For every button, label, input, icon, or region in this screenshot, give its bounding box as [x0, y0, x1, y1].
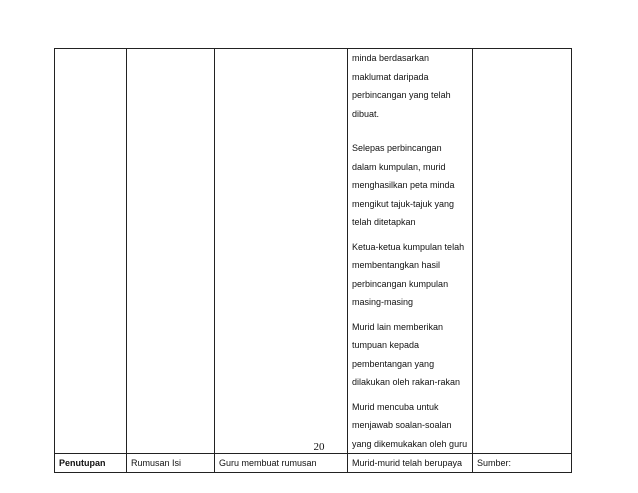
activity-paragraph: Selepas perbincangan dalam kumpulan, murid menghasilkan peta minda mengikut tajuk-tajuk yang telah ditetapkan [352, 143, 455, 227]
stage-cell: Penutupan [55, 454, 127, 473]
table-row [55, 49, 572, 454]
student-activity-cell [348, 49, 473, 454]
lesson-plan-table [54, 48, 572, 473]
teacher-activity-cell [215, 49, 348, 454]
content-cell: Rumusan Isi [127, 454, 215, 473]
stage-cell [55, 49, 127, 454]
page-number: 20 [313, 441, 325, 453]
resource-cell [473, 49, 572, 454]
activity-paragraph: minda berdasarkan maklumat daripada perbincangan yang telah dibuat. [352, 53, 451, 119]
teacher-activity-cell: Guru membuat rumusan [215, 454, 348, 473]
activity-paragraph: Murid lain memberikan tumpuan kepada pembentangan yang dilakukan oleh rakan-rakan [352, 321, 461, 387]
activity-paragraph: Ketua-ketua kumpulan telah membentangkan hasil perbincangan kumpulan masing-masing [352, 241, 465, 307]
activity-paragraph: Murid mencuba untuk menjawab soalan-soalan yang dikemukakan oleh guru [352, 401, 468, 449]
student-activity-cell: Murid-murid telah berupaya [348, 454, 473, 473]
resource-cell: Sumber: [473, 454, 572, 473]
content-cell [127, 49, 215, 454]
table-row [55, 454, 572, 473]
